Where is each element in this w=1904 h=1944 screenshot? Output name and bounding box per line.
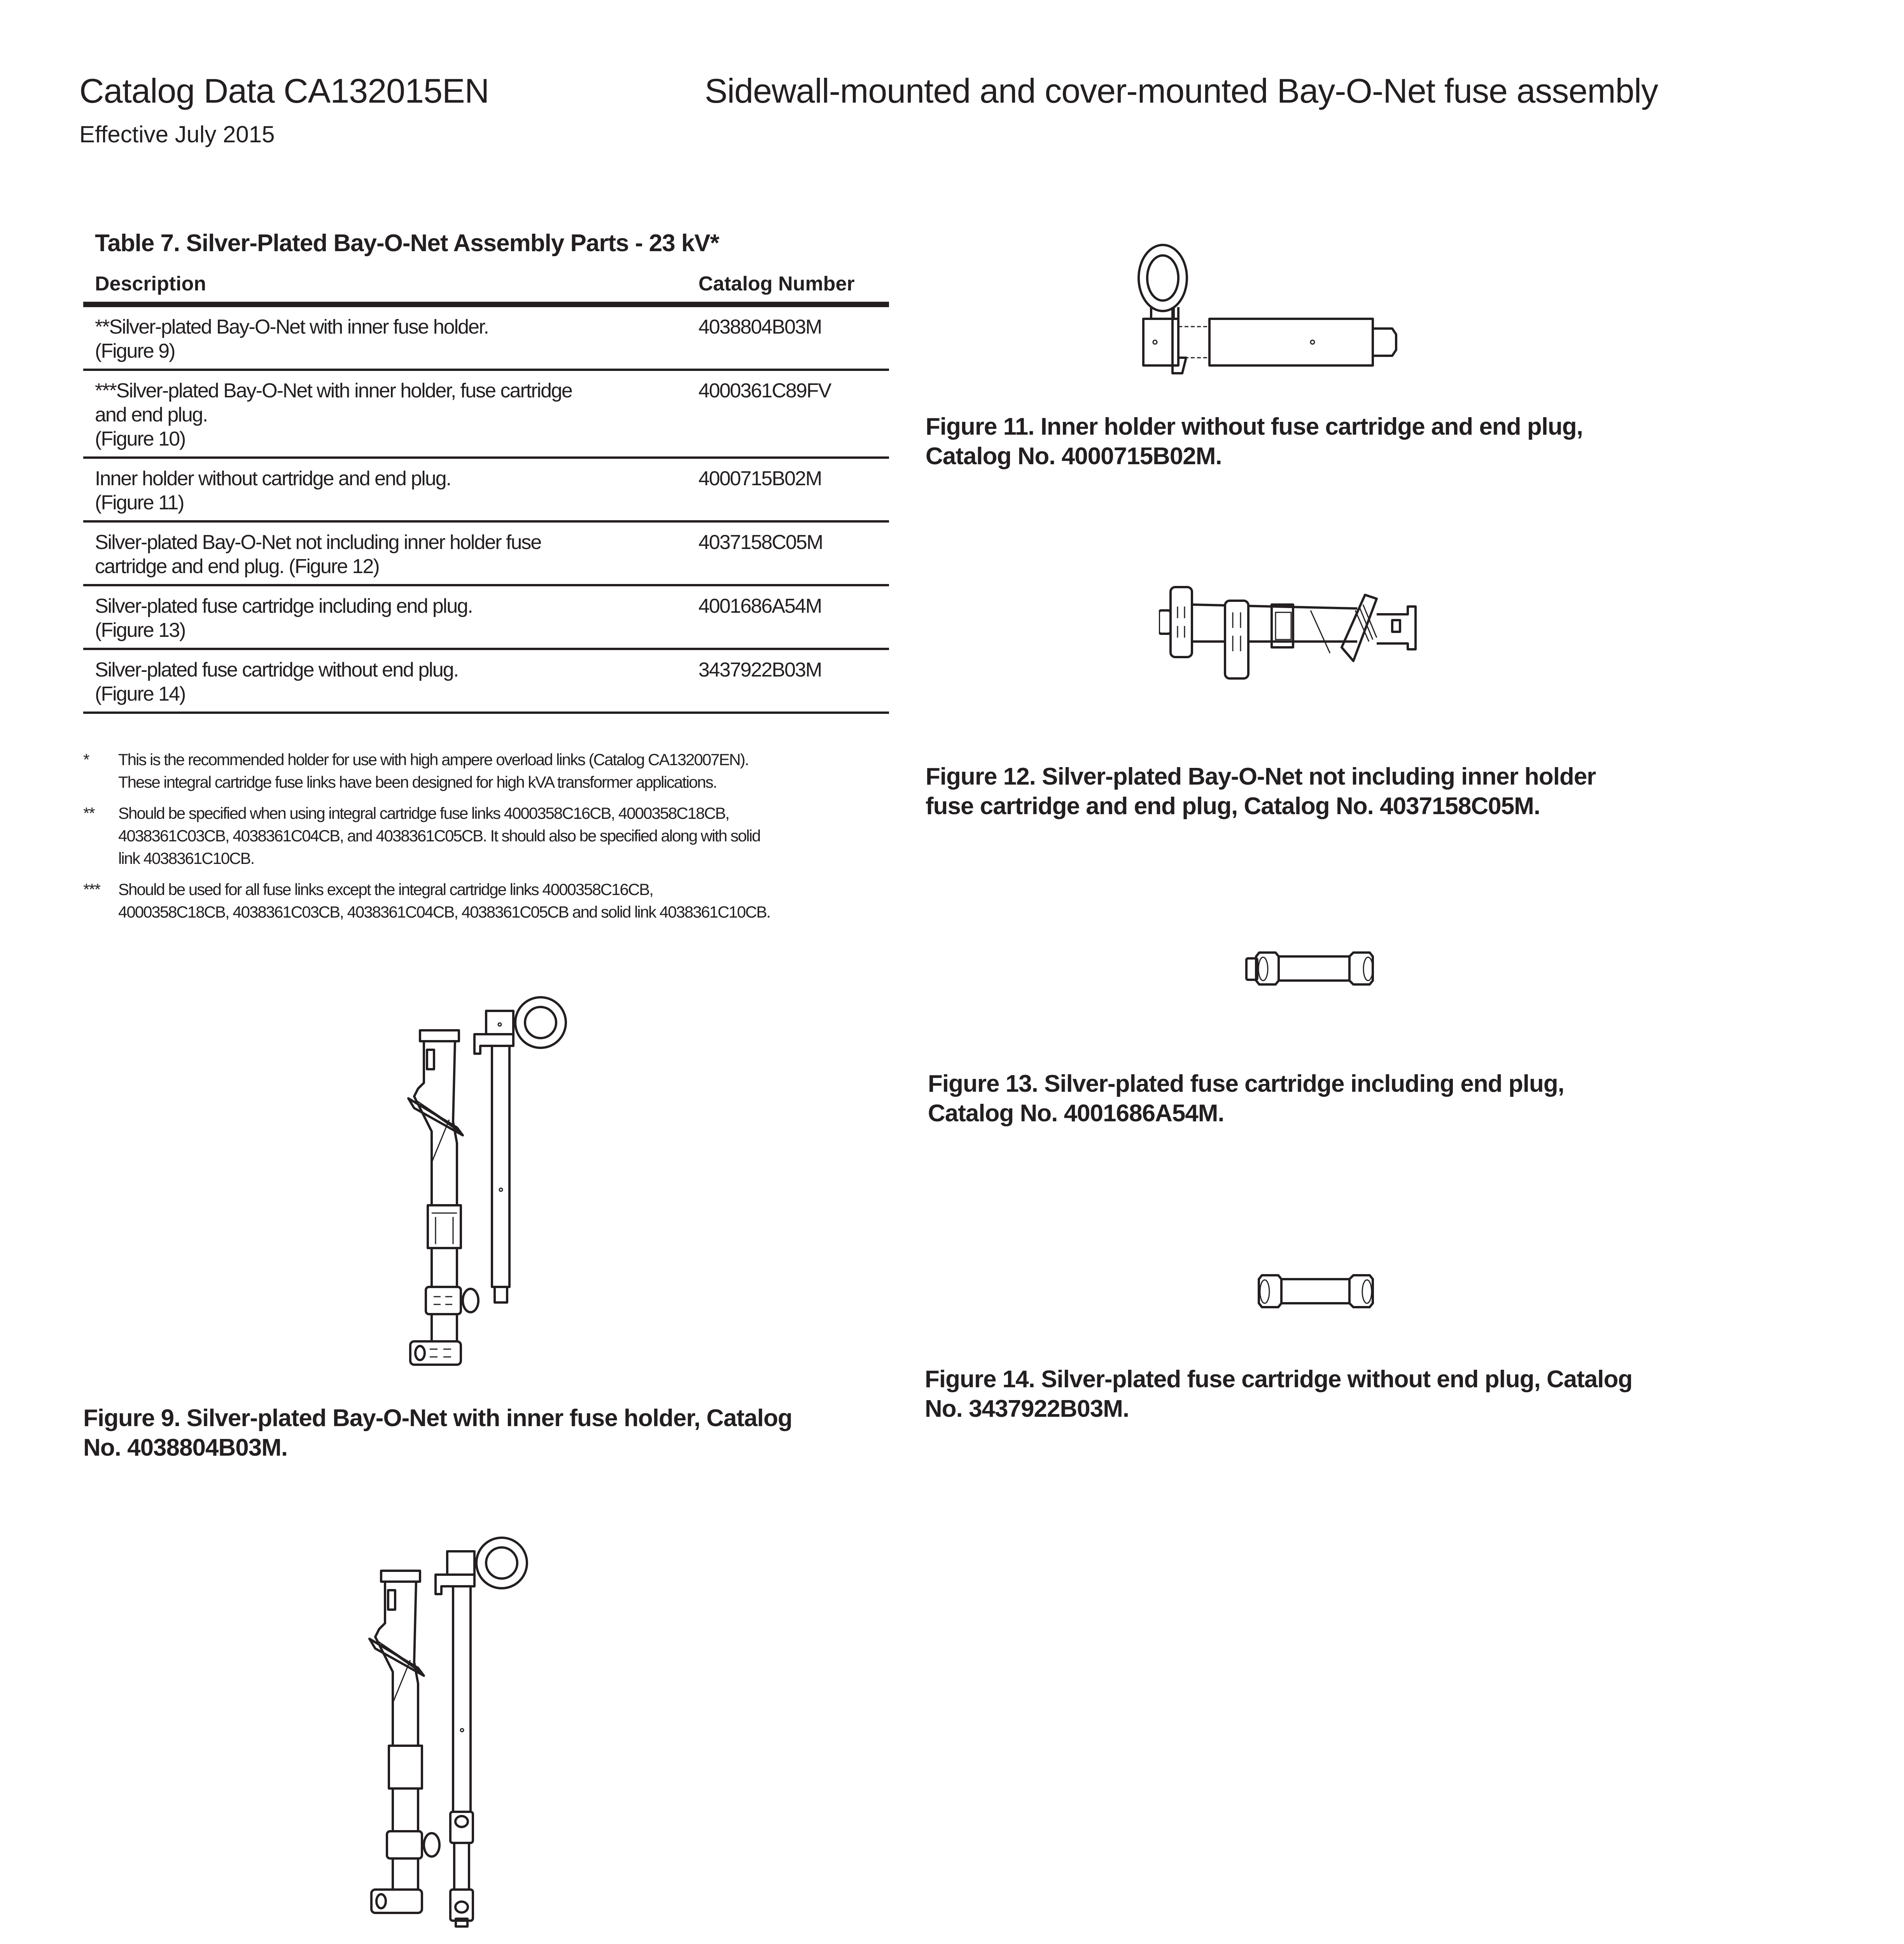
footnote-text xyxy=(118,802,892,870)
figure-14-caption xyxy=(925,1365,1632,1424)
fuse-cartridge-with-end-plug xyxy=(1246,953,1373,984)
catalog-header xyxy=(79,74,489,108)
cell-description xyxy=(83,458,687,521)
footnote-line: Should be specified when using integral cartridge fuse links 4000358C16CB, 4000358C18CB, xyxy=(118,804,729,822)
description-line: Inner holder without cartridge and end plug. xyxy=(95,467,451,490)
description-line: (Figure 13) xyxy=(95,619,186,642)
caption-line: fuse cartridge and end plug, Catalog No. 4037158C05M. xyxy=(926,793,1540,820)
table-row xyxy=(83,304,889,370)
description-line: cartridge and end plug. (Figure 12) xyxy=(95,555,379,578)
cell-catalog-number: 3437922B03M xyxy=(687,649,889,713)
table-row xyxy=(83,649,889,713)
footnote-line: These integral cartridge fuse links have been designed for high kVA transformer applications. xyxy=(118,773,717,791)
description-line: ***Silver-plated Bay-O-Net with inner holder, fuse cartridge xyxy=(95,379,572,402)
catalog-number: CA132015EN xyxy=(284,72,489,110)
caption-line: Catalog No. 4001686A54M. xyxy=(928,1100,1224,1127)
caption-line: No. 3437922B03M. xyxy=(925,1395,1129,1422)
figure-11-caption xyxy=(926,412,1583,471)
catalog-prefix: Catalog Data xyxy=(79,72,284,110)
figure-12-caption xyxy=(926,762,1596,821)
table-title: Table 7. Silver-Plated Bay-O-Net Assembly Parts - 23 kV* xyxy=(95,230,719,257)
footnote-marker: * xyxy=(83,750,89,769)
cell-catalog-number: 4001686A54M xyxy=(687,585,889,649)
table-header-row xyxy=(83,268,889,304)
cell-description xyxy=(83,521,687,585)
description-line: Silver-plated fuse cartridge including end plug. xyxy=(95,595,472,617)
figure-10-image xyxy=(342,1528,583,1928)
description-line: (Figure 11) xyxy=(95,491,184,514)
description-line: Silver-plated fuse cartridge without end plug. xyxy=(95,659,458,681)
caption-line: Figure 12. Silver-plated Bay-O-Net not including inner holder xyxy=(926,763,1596,790)
inner-holder xyxy=(1139,245,1396,373)
footnote-marker: ** xyxy=(83,804,94,822)
cell-catalog-number: 4000715B02M xyxy=(687,458,889,521)
caption-line: Figure 11. Inner holder without fuse cartridge and end plug, xyxy=(926,413,1583,440)
cell-description xyxy=(83,370,687,458)
inner-holder-with-cartridge xyxy=(436,1538,527,1927)
description-line: Silver-plated Bay-O-Net not including inner holder fuse xyxy=(95,531,541,554)
parts-table xyxy=(83,268,889,714)
column-header-catalog-number: Catalog Number xyxy=(687,268,889,304)
outer-tube xyxy=(408,1030,478,1365)
cell-catalog-number: 4038804B03M xyxy=(687,304,889,370)
inner-holder xyxy=(474,997,566,1302)
figure-14-image xyxy=(1256,1271,1412,1310)
footnote xyxy=(83,878,892,923)
cell-catalog-number: 4037158C05M xyxy=(687,521,889,585)
column-header-description: Description xyxy=(83,268,687,304)
figure-12-image xyxy=(1159,583,1517,684)
cell-description xyxy=(83,304,687,370)
figure-11-image xyxy=(1128,241,1478,381)
outer-tube xyxy=(369,1571,439,1913)
fuse-cartridge-without-end-plug xyxy=(1259,1275,1373,1307)
footnote-text xyxy=(118,878,892,923)
figure-13-caption xyxy=(928,1069,1564,1128)
footnote-line: 4038361C03CB, 4038361C04CB, and 4038361C05CB. It should also be specified along with solid xyxy=(118,827,760,845)
footnote xyxy=(83,748,892,794)
cell-catalog-number: 4000361C89FV xyxy=(687,370,889,458)
figure-13-image xyxy=(1244,949,1416,988)
footnote-line: 4000358C18CB, 4038361C03CB, 4038361C04CB, 4038361C05CB and solid link 4038361C10CB. xyxy=(118,903,770,921)
bay-o-net-housing xyxy=(1159,587,1416,678)
description-line: (Figure 14) xyxy=(95,683,186,705)
cell-description xyxy=(83,649,687,713)
caption-line: Figure 14. Silver-plated fuse cartridge without end plug, Catalog xyxy=(925,1366,1633,1393)
footnote-text xyxy=(118,748,892,794)
footnote-line: This is the recommended holder for use with high ampere overload links (Catalog CA132007EN). xyxy=(118,750,749,769)
description-line: (Figure 9) xyxy=(95,340,175,362)
table-footnotes xyxy=(83,748,892,932)
caption-line: Figure 13. Silver-plated fuse cartridge including end plug, xyxy=(928,1070,1564,1097)
caption-line: Catalog No. 4000715B02M. xyxy=(926,443,1222,470)
table-row xyxy=(83,458,889,521)
figure-9-caption xyxy=(83,1404,792,1463)
caption-line: No. 4038804B03M. xyxy=(83,1434,288,1461)
table-row xyxy=(83,370,889,458)
description-line: **Silver-plated Bay-O-Net with inner fuse holder. xyxy=(95,316,488,338)
description-line: and end plug. xyxy=(95,404,208,426)
footnote-line: Should be used for all fuse links except the integral cartridge links 4000358C16CB, xyxy=(118,880,653,899)
figure-9-image xyxy=(381,988,622,1369)
table-row xyxy=(83,521,889,585)
description-line: (Figure 10) xyxy=(95,428,186,450)
page-title: Sidewall-mounted and cover-mounted Bay-O-Net fuse assembly xyxy=(705,72,1658,110)
effective-date: Effective July 2015 xyxy=(79,121,275,147)
cell-description xyxy=(83,585,687,649)
footnote-line: link 4038361C10CB. xyxy=(118,849,254,867)
footnote xyxy=(83,802,892,870)
table-row xyxy=(83,585,889,649)
caption-line: Figure 9. Silver-plated Bay-O-Net with inner fuse holder, Catalog xyxy=(83,1405,792,1432)
footnote-marker: *** xyxy=(83,880,100,899)
